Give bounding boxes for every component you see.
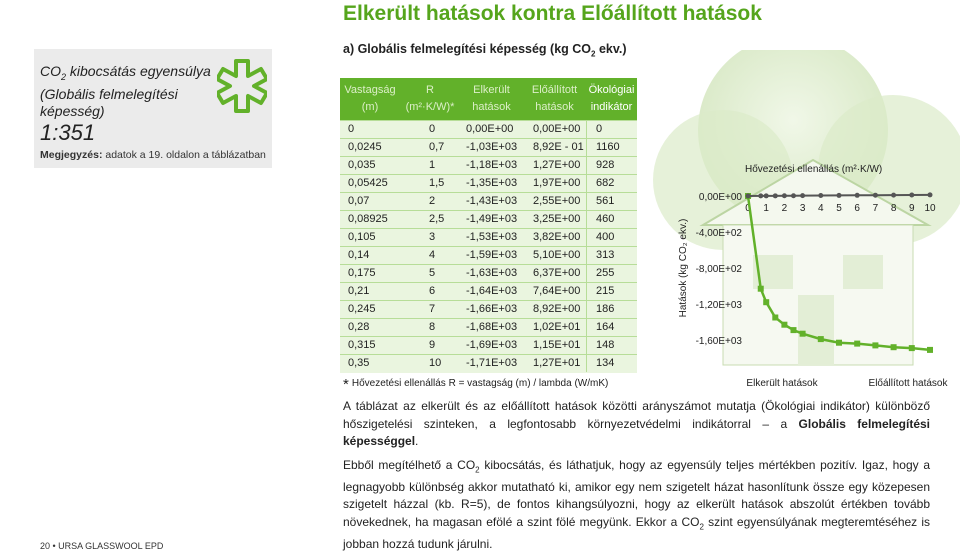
header-r-value: R (m²·K/W)*: [405, 84, 455, 113]
table-cell: 5,10E+00: [533, 249, 581, 261]
y-axis-label: Hatások (kg CO₂ ekv.): [678, 218, 689, 318]
y-tick-label: -8,00E+02: [695, 264, 742, 275]
table-cell: -1,53E+03: [466, 231, 518, 243]
x-tick-label: 6: [854, 203, 860, 214]
data-point: [854, 341, 860, 347]
table-cell: -1,71E+03: [466, 357, 518, 369]
x-tick-label: 10: [924, 203, 936, 214]
table-cell: 0,105: [348, 231, 376, 243]
table-row: [340, 174, 637, 193]
table-cell: 8,92E+00: [533, 303, 581, 315]
data-point: [746, 194, 751, 199]
table-cell: 0,05425: [348, 177, 388, 189]
table-cell: -1,64E+03: [466, 285, 518, 297]
table-row: [340, 246, 637, 265]
table-cell: 1,15E+01: [533, 339, 581, 351]
table-cell: 1,27E+01: [533, 357, 581, 369]
data-point: [800, 331, 806, 337]
table-cell: 5: [429, 267, 436, 279]
table-cell: -1,18E+03: [466, 159, 518, 171]
table-cell: -1,35E+03: [466, 177, 518, 189]
table-cell: 1,97E+00: [533, 177, 581, 189]
table-cell: 3,82E+00: [533, 231, 581, 243]
table-row: [340, 354, 637, 373]
table-cell: 148: [596, 339, 615, 351]
table-cell: -1,49E+03: [466, 213, 518, 225]
table-cell: 0: [429, 123, 436, 135]
table-cell: 0,00E+00: [466, 123, 514, 135]
page-footer: 20 • URSA GLASSWOOL EPD: [40, 541, 164, 551]
column-divider: [586, 120, 587, 372]
table-cell: 7,64E+00: [533, 285, 581, 297]
table-row: [340, 300, 637, 319]
table-cell: 561: [596, 195, 615, 207]
table-cell: 1160: [596, 141, 620, 153]
table-row: [340, 318, 637, 337]
table-row: [340, 120, 637, 139]
data-point: [909, 345, 915, 351]
x-tick-label: 1: [763, 203, 769, 214]
table-cell: 0,7: [429, 141, 445, 153]
table-cell: 1,5: [429, 177, 445, 189]
x-tick-label: 0: [745, 203, 751, 214]
data-point: [763, 299, 769, 305]
table-cell: 1,27E+00: [533, 159, 581, 171]
table-cell: 215: [596, 285, 615, 297]
legend-entry: Előállított hatások: [868, 378, 948, 389]
table-cell: -1,63E+03: [466, 267, 518, 279]
table-cell: 6: [429, 285, 436, 297]
data-point: [782, 193, 787, 198]
table-cell: 0,245: [348, 303, 376, 315]
asterisk-icon: [217, 58, 267, 114]
table-row: [340, 138, 637, 157]
table-cell: 313: [596, 249, 615, 261]
data-point: [791, 327, 797, 333]
table-row: [340, 336, 637, 355]
table-cell: 134: [596, 357, 615, 369]
table-cell: 6,37E+00: [533, 267, 581, 279]
series-line: [748, 196, 930, 350]
header-ecological-indicator: Ökológiai indikátor: [588, 84, 635, 113]
table-cell: 3,25E+00: [533, 213, 581, 225]
x-tick-label: 4: [818, 203, 824, 214]
table-cell: 0: [596, 123, 603, 135]
data-point: [873, 193, 878, 198]
data-point: [758, 193, 763, 198]
sidebar-note: Megjegyzés: adatok a 19. oldalon a táblázatban: [40, 149, 266, 161]
ecological-indicator-table: [340, 78, 637, 372]
table-cell: 400: [596, 231, 615, 243]
data-point: [891, 193, 896, 198]
table-row: [340, 192, 637, 211]
y-tick-label: -1,60E+03: [695, 336, 742, 347]
table-cell: 0,07: [348, 195, 370, 207]
table-cell: 10: [429, 357, 442, 369]
x-tick-label: 9: [909, 203, 915, 214]
table-cell: 2,55E+00: [533, 195, 581, 207]
header-produced-impacts: Előállított hatások: [531, 84, 578, 113]
table-cell: 0,035: [348, 159, 376, 171]
table-cell: 4: [429, 249, 436, 261]
table-cell: 928: [596, 159, 615, 171]
data-point: [791, 193, 796, 198]
balance-ratio: 1:351: [40, 120, 96, 145]
table-cell: -1,69E+03: [466, 339, 518, 351]
x-tick-label: 2: [781, 203, 788, 214]
table-cell: 186: [596, 303, 615, 315]
data-point: [818, 336, 824, 342]
table-cell: 0,08925: [348, 213, 388, 225]
co2-balance-heading: $CO_2$ kibocsátás egyensúlya (Globális felmelegítési képesség): [40, 63, 211, 119]
table-cell: -1,66E+03: [466, 303, 518, 315]
page-title: Elkerült hatások kontra Előállított hatások: [343, 2, 762, 25]
data-point: [764, 193, 769, 198]
table-cell: 0,14: [348, 249, 370, 261]
table-cell: 3: [429, 231, 436, 243]
table-cell: 0,28: [348, 321, 370, 333]
table-cell: 164: [596, 321, 615, 333]
data-point: [758, 286, 764, 292]
table-cell: 0,0245: [348, 141, 382, 153]
y-tick-label: -4,00E+02: [695, 228, 742, 239]
x-tick-label: 8: [890, 203, 897, 214]
table-cell: 0,315: [348, 339, 376, 351]
sidebar-summary-box: [34, 49, 272, 168]
table-cell: -1,43E+03: [466, 195, 518, 207]
gwp-impacts-chart: [668, 150, 960, 390]
data-point: [781, 322, 787, 328]
table-cell: 460: [596, 213, 615, 225]
data-point: [891, 344, 897, 350]
table-cell: 1,02E+01: [533, 321, 581, 333]
header-thickness: Vastagság (m): [344, 84, 396, 113]
data-point: [800, 193, 805, 198]
table-cell: -1,59E+03: [466, 249, 518, 261]
y-tick-label: -1,20E+03: [695, 300, 742, 311]
chart-title: Hővezetési ellenállás (m²·K/W): [745, 164, 883, 175]
table-cell: 682: [596, 177, 615, 189]
y-tick-label: 0,00E+00: [698, 192, 742, 203]
table-row: [340, 210, 637, 229]
table-footnote: * Hővezetési ellenállás R = vastagság (m) / lambda (W/mK): [343, 376, 609, 393]
table-cell: 2,5: [429, 213, 445, 225]
table-cell: 9: [429, 339, 436, 351]
data-point: [837, 193, 842, 198]
table-row: [340, 228, 637, 247]
data-point: [927, 347, 933, 353]
data-point: [928, 192, 933, 197]
table-cell: 2: [429, 195, 436, 207]
table-cell: 8: [429, 321, 436, 333]
legend-entry: Elkerült hatások: [746, 378, 818, 389]
data-point: [773, 193, 778, 198]
data-point: [872, 342, 878, 348]
data-point: [855, 193, 860, 198]
data-point: [772, 315, 778, 321]
section-title: a) Globális felmelegítési képesség (kg $CO_2$ ekv.): [343, 42, 627, 59]
table-cell: 255: [596, 267, 615, 279]
table-cell: -1,03E+03: [466, 141, 518, 153]
data-point: [818, 193, 823, 198]
table-cell: 0,21: [348, 285, 370, 297]
table-cell: 0: [348, 123, 355, 135]
table-cell: 7: [429, 303, 436, 315]
x-tick-label: 7: [872, 203, 879, 214]
table-row: [340, 156, 637, 175]
table-cell: -1,68E+03: [466, 321, 518, 333]
table-cell: 0,00E+00: [533, 123, 581, 135]
x-tick-label: 3: [799, 203, 806, 214]
table-cell: 1: [429, 159, 436, 171]
data-point: [909, 192, 914, 197]
header-avoided-impacts: Elkerült hatások: [472, 84, 511, 113]
table-cell: 0,35: [348, 357, 370, 369]
paragraph-co2-balance: Ebből megítélhető a $CO_2$ kibocsátás, és láthatjuk, hogy az egyensúly teljes mértékben pozitív. Igaz, hogy a legnagyobb különbség akkor mutatható ki, amikor egy nem szigetelt házat hasonlítunk össze egy közepesen szigetelt házzal (kb. R=5), de fontos kihangsúlyozni, hogy az elkerült hatások abszolút értékben tovább növekednek, ha magasan efölé a szint fölé megyünk. Ekkor a $CO_2$ szint egyensúlyának megteremtéséhez is jobban hozzá tudunk járulni.: [343, 458, 931, 551]
table-cell: 8,92E - 01: [533, 141, 584, 153]
table-row: [340, 264, 637, 283]
paragraph-ratio-explanation: A táblázat az elkerült és az előállított hatások közötti arányszámot mutatja (Ökológiai indikátor) különböző hőszigetelési szinteken, a legfontosabb környezetvédelmi indikátorral – a Globális felmelegítési képességgel.: [343, 399, 931, 448]
x-tick-label: 5: [836, 203, 842, 214]
table-cell: 0,175: [348, 267, 376, 279]
data-point: [836, 340, 842, 346]
table-row: [340, 282, 637, 301]
